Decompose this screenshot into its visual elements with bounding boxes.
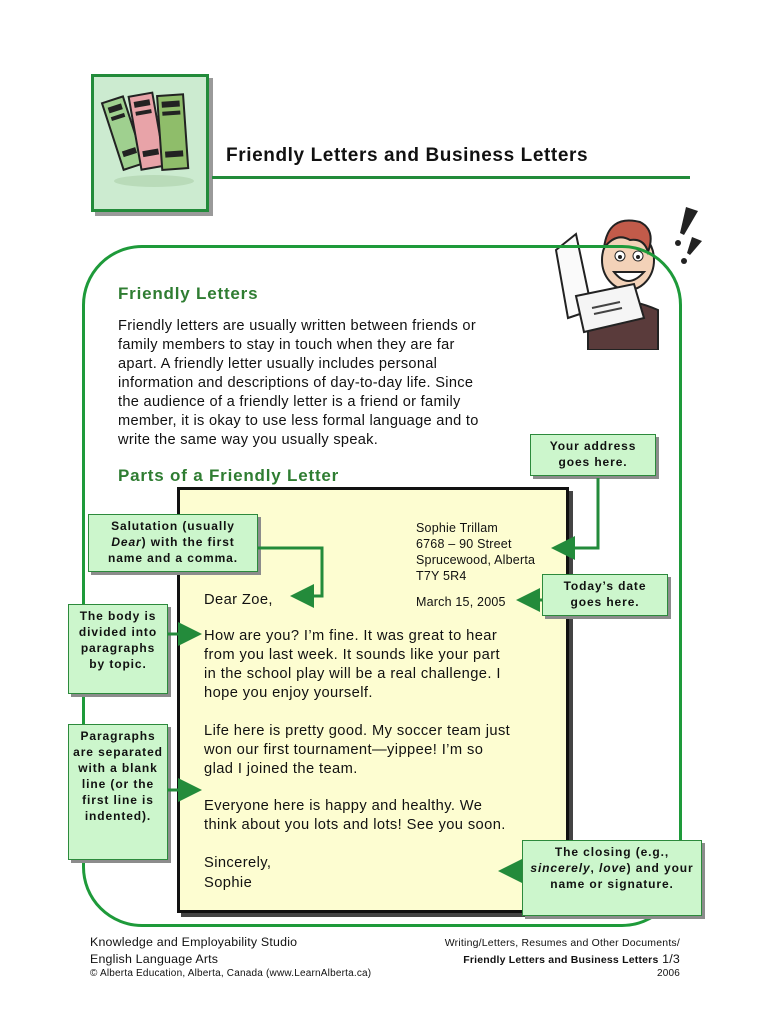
callout-salutation-text: Salutation (usually: [111, 519, 235, 533]
callout-closing-text-end: ) and your name or signature.: [550, 861, 694, 891]
letter-date: March 15, 2005: [416, 595, 506, 609]
callout-date-text: Today’s date goes here.: [563, 579, 647, 609]
callout-salutation-text-end: ) with the first name and a comma.: [107, 535, 238, 565]
footer-subject: English Language Arts: [90, 952, 219, 966]
footer-studio: Knowledge and Employability Studio: [90, 935, 298, 949]
letter-signature: Sophie: [204, 875, 253, 891]
callout-body-text: The body is divided into paragraphs by topic.: [78, 609, 158, 671]
letter-salutation: Dear Zoe,: [204, 592, 273, 608]
arrow-address: [557, 478, 598, 548]
footer-series: Writing/Letters, Resumes and Other Documents/: [444, 937, 680, 949]
letter-address: Sophie Trillam 6768 – 90 Street Sprucewood, Alberta T7Y 5R4: [416, 521, 536, 583]
page-title: Friendly Letters and Business Letters: [226, 145, 589, 166]
callout-closing-emphasis: love: [598, 861, 627, 875]
letter-paragraph: Life here is pretty good. My soccer team just won our first tournament—yippee! I’m so glad I joined the team.: [204, 723, 511, 777]
callout-paragraphs-text: Paragraphs are separated with a blank line (or the first line is indented).: [73, 729, 163, 823]
parts-of-letter-heading: Parts of a Friendly Letter: [118, 466, 340, 485]
footer-copyright: © Alberta Education, Alberta, Canada (www.LearnAlberta.ca): [90, 968, 372, 979]
friendly-letters-paragraph: Friendly letters are usually written between friends or family members to stay in touch when they are far apart. A friendly letter usually includes personal information and descriptions of day-to-day life. Since the audience of a friendly letter is a friend or family member, it is okay to use less formal language and to write the same way you usually speak.: [118, 318, 479, 448]
footer-doc-title: Friendly Letters and Business Letters: [463, 954, 659, 966]
footer-doc-info: [463, 952, 680, 966]
callout-address-text: Your address goes here.: [549, 439, 637, 469]
footer-page-number: 1/3: [662, 952, 680, 966]
callout-salutation-emphasis: Dear: [111, 535, 142, 549]
callout-closing-comma: ,: [590, 861, 599, 875]
friendly-letters-heading: Friendly Letters: [118, 284, 259, 303]
callout-closing-emphasis: sincerely: [530, 861, 591, 875]
letter-paragraph: How are you? I’m fine. It was great to hear from you last week. It sounds like your part in the school play will be a real challenge. I hope you enjoy yourself.: [204, 628, 501, 701]
letter-closing: Sincerely,: [204, 855, 272, 871]
callout-closing-text: The closing (e.g.,: [554, 845, 670, 859]
letter-paragraph: Everyone here is happy and healthy. We think about you lots and lots! See you soon.: [204, 798, 506, 833]
footer-year: 2006: [656, 968, 680, 979]
arrow-salutation: [258, 548, 322, 596]
